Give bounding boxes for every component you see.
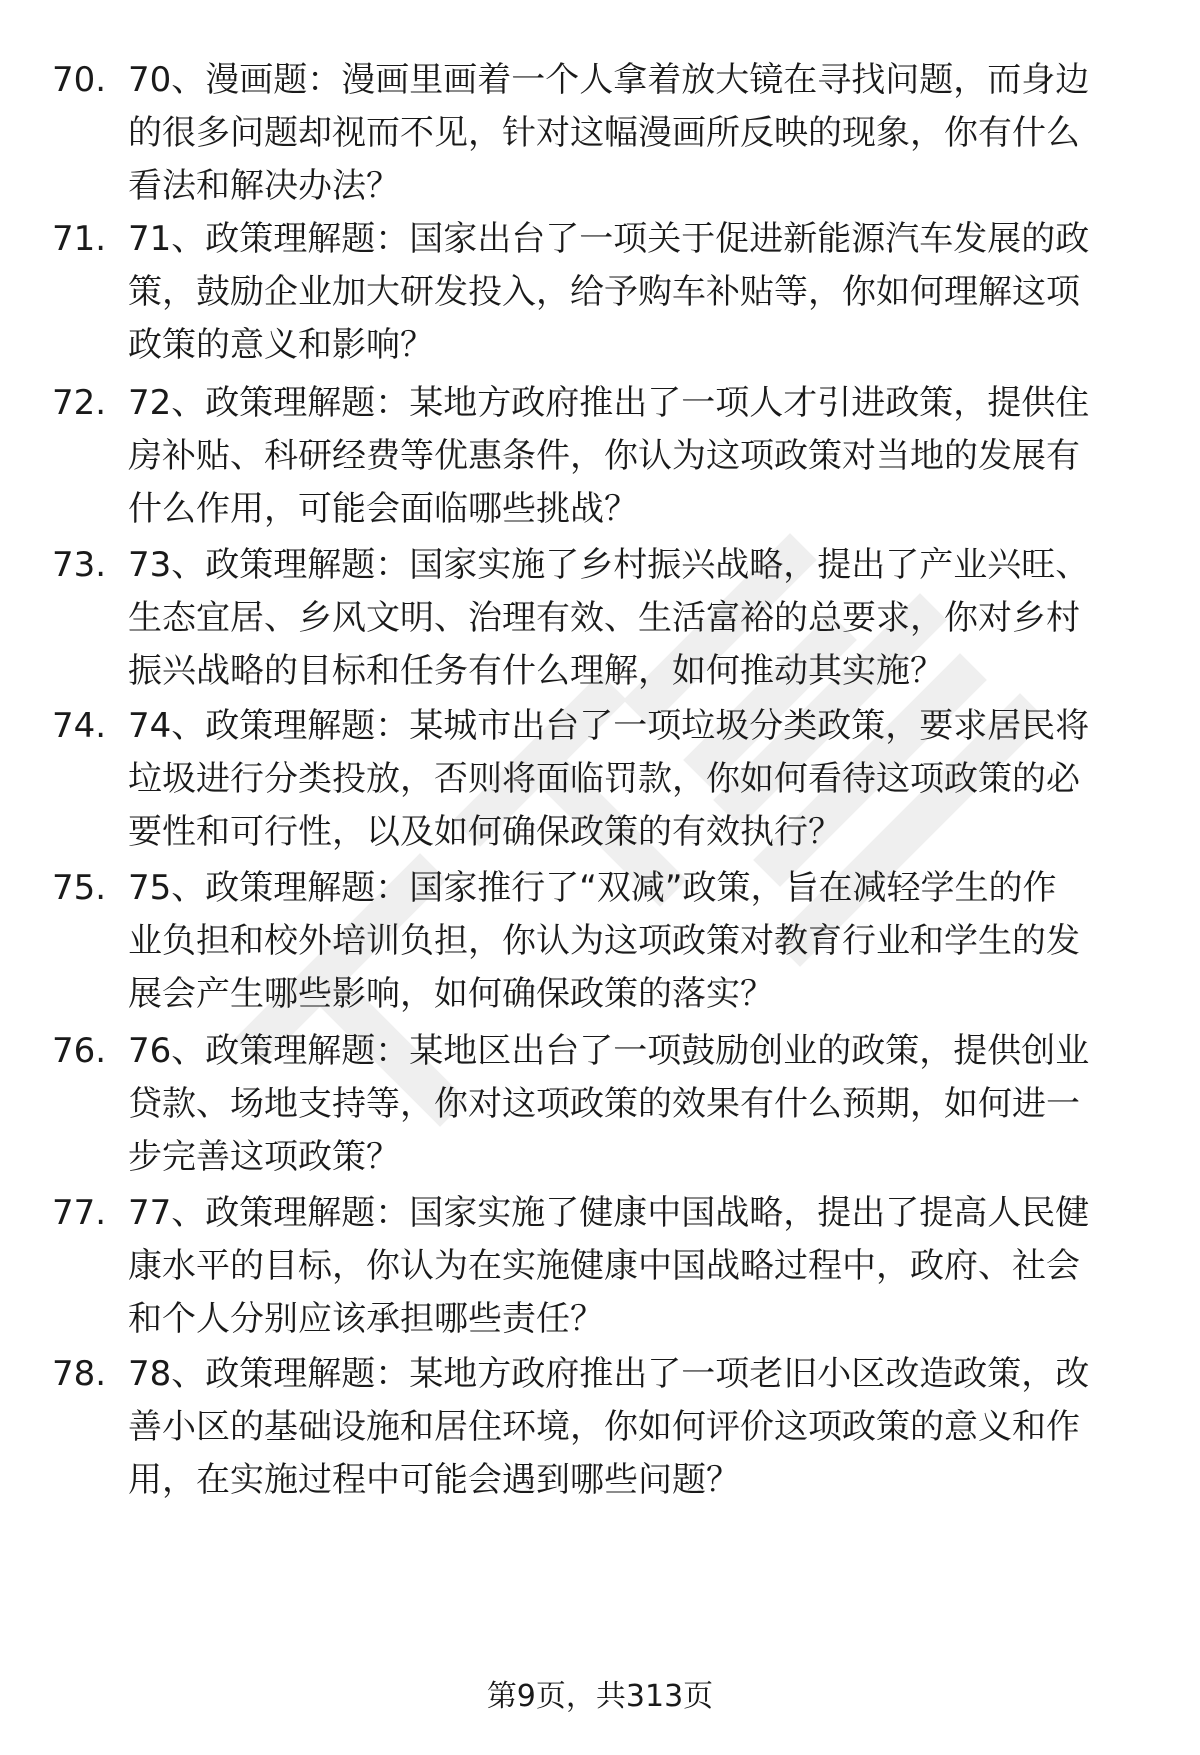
question-item xyxy=(0,1187,1200,1357)
question-text-line: 71、政策理解题：国家出台了一项关于促进新能源汽车发展的政 xyxy=(128,219,1090,259)
question-text-line: 和个人分别应该承担哪些责任？ xyxy=(128,1299,604,1339)
question-text-line: 要性和可行性，以及如何确保政策的有效执行？ xyxy=(128,812,842,852)
question-number: 77. xyxy=(52,1193,107,1233)
question-item xyxy=(0,862,1200,1032)
question-number: 76. xyxy=(52,1031,107,1071)
page-footer: 第9页，共313页 xyxy=(486,1679,714,1714)
question-number: 71. xyxy=(52,219,107,259)
question-item xyxy=(0,539,1200,709)
question-text-line: 贷款、场地支持等，你对这项政策的效果有什么预期，如何进一 xyxy=(128,1084,1080,1124)
question-text-line: 善小区的基础设施和居住环境，你如何评价这项政策的意义和作 xyxy=(128,1407,1080,1447)
question-text-line: 康水平的目标，你认为在实施健康中国战略过程中，政府、社会 xyxy=(128,1246,1080,1286)
question-number: 72. xyxy=(52,383,107,423)
question-text-line: 政策的意义和影响？ xyxy=(128,325,434,365)
question-text-line: 72、政策理解题：某地方政府推出了一项人才引进政策，提供住 xyxy=(128,383,1090,423)
question-item xyxy=(0,700,1200,870)
question-text-line: 生态宜居、乡风文明、治理有效、生活富裕的总要求，你对乡村 xyxy=(128,598,1080,638)
question-text-line: 振兴战略的目标和任务有什么理解，如何推动其实施？ xyxy=(128,651,944,691)
question-number: 70. xyxy=(52,60,107,100)
question-text-line: 74、政策理解题：某城市出台了一项垃圾分类政策，要求居民将 xyxy=(128,706,1090,746)
question-item xyxy=(0,54,1200,224)
question-item xyxy=(0,213,1200,383)
question-item xyxy=(0,377,1200,547)
question-text-line: 房补贴、科研经费等优惠条件，你认为这项政策对当地的发展有 xyxy=(128,436,1080,476)
question-text-line: 73、政策理解题：国家实施了乡村振兴战略，提出了产业兴旺、 xyxy=(128,545,1090,585)
question-text-line: 76、政策理解题：某地区出台了一项鼓励创业的政策，提供创业 xyxy=(128,1031,1090,1071)
question-number: 78. xyxy=(52,1354,107,1394)
question-text-line: 步完善这项政策？ xyxy=(128,1137,400,1177)
question-text-line: 业负担和校外培训负担，你认为这项政策对教育行业和学生的发 xyxy=(128,921,1080,961)
question-text-line: 75、政策理解题：国家推行了“双减”政策，旨在减轻学生的作 xyxy=(128,868,1057,908)
question-text-line: 垃圾进行分类投放，否则将面临罚款，你如何看待这项政策的必 xyxy=(128,759,1080,799)
question-text-line: 78、政策理解题：某地方政府推出了一项老旧小区改造政策，改 xyxy=(128,1354,1090,1394)
question-text-line: 展会产生哪些影响，如何确保政策的落实？ xyxy=(128,974,774,1014)
question-number: 75. xyxy=(52,868,107,908)
question-text-line: 70、漫画题：漫画里画着一个人拿着放大镜在寻找问题，而身边 xyxy=(128,60,1090,100)
question-text-line: 策，鼓励企业加大研发投入，给予购车补贴等，你如何理解这项 xyxy=(128,272,1080,312)
question-text-line: 的很多问题却视而不见，针对这幅漫画所反映的现象，你有什么 xyxy=(128,113,1080,153)
question-number: 74. xyxy=(52,706,107,746)
question-item xyxy=(0,1025,1200,1195)
question-item xyxy=(0,1348,1200,1518)
question-text-line: 77、政策理解题：国家实施了健康中国战略，提出了提高人民健 xyxy=(128,1193,1090,1233)
question-number: 73. xyxy=(52,545,107,585)
question-text-line: 什么作用，可能会面临哪些挑战？ xyxy=(128,489,638,529)
question-text-line: 看法和解决办法？ xyxy=(128,166,400,206)
question-text-line: 用，在实施过程中可能会遇到哪些问题？ xyxy=(128,1460,740,1500)
